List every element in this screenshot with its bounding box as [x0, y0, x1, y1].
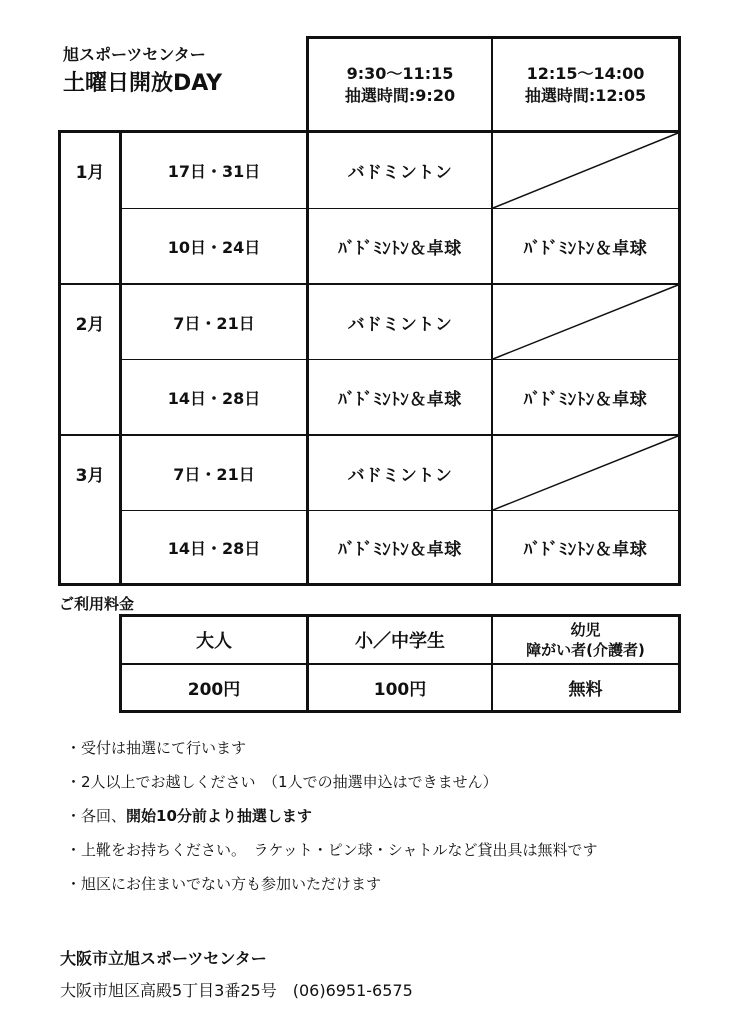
fee-header-child-line1: 幼児	[570, 621, 601, 639]
month-label-mar: 3月	[75, 466, 105, 486]
footer-address: 大阪市旭区高殿5丁目3番25号 (06)6951-6575	[60, 981, 413, 1000]
fee-header-child-line2: 障がい者(介護者)	[526, 641, 645, 659]
slot1-activity: バドミントン	[347, 465, 453, 486]
event-title: 土曜日開放DAY	[63, 71, 223, 96]
dates-cell: 14日・28日	[167, 388, 261, 408]
dates-cell: 7日・21日	[173, 313, 255, 333]
empty-slot-jan	[493, 133, 678, 208]
slot-header-1	[309, 39, 491, 130]
slot2-activity: ﾊﾞﾄﾞﾐﾝﾄﾝ＆卓球	[523, 389, 648, 410]
empty-slot-feb	[493, 285, 678, 359]
slot-header-2	[493, 39, 678, 130]
slot1-activity: ﾊﾞﾄﾞﾐﾝﾄﾝ＆卓球	[338, 389, 462, 410]
slot-2-time: 12:15～14:00	[526, 63, 645, 83]
slot1-activity: ﾊﾞﾄﾞﾐﾝﾄﾝ＆卓球	[338, 238, 462, 259]
empty-slot-mar	[493, 436, 678, 510]
slot2-activity: ﾊﾞﾄﾞﾐﾝﾄﾝ＆卓球	[523, 238, 648, 259]
fee-header-adult: 大人	[196, 631, 232, 652]
footer-organization: 大阪市立旭スポーツセンター	[60, 949, 267, 968]
slot-2-draw-time: 抽選時間:12:05	[524, 85, 647, 105]
note-item: ・旭区にお住まいでない方も参加いただけます	[66, 875, 382, 893]
slot-1-draw-time: 抽選時間:9:20	[344, 85, 456, 105]
dates-cell: 10日・24日	[167, 237, 261, 257]
note-item: ・上靴をお持ちください。 ラケット・ピン球・シャトルなど貸出具は無料です	[66, 841, 598, 859]
facility-name: 旭スポーツセンター	[63, 45, 206, 64]
fee-student: 100円	[373, 680, 427, 700]
dates-cell: 14日・28日	[167, 538, 261, 558]
slot-1-time: 9:30～11:15	[346, 63, 454, 83]
dates-cell: 7日・21日	[173, 464, 255, 484]
note-item: ・受付は抽選にて行います	[66, 739, 247, 757]
note-emphasis: 開始10分前より抽選します	[126, 807, 312, 825]
fee-child: 無料	[568, 680, 603, 700]
slot1-activity: バドミントン	[347, 163, 453, 183]
month-label-feb: 2月	[75, 315, 105, 335]
notes-list	[66, 736, 597, 906]
dates-cell: 17日・31日	[167, 162, 261, 181]
note-item	[66, 804, 597, 838]
fee-header-student: 小／中学生	[355, 631, 445, 652]
slot1-activity: バドミントン	[347, 314, 453, 335]
slot2-activity: ﾊﾞﾄﾞﾐﾝﾄﾝ＆卓球	[523, 539, 648, 560]
note-item: ・2人以上でお越しください （1人での抽選申込はできません）	[66, 773, 498, 791]
note-prefix: ・各回、	[66, 807, 127, 825]
fee-header-child	[493, 617, 678, 663]
month-label-jan: 1月	[75, 163, 105, 183]
fee-adult: 200円	[187, 680, 241, 700]
slot1-activity: ﾊﾞﾄﾞﾐﾝﾄﾝ＆卓球	[338, 539, 462, 560]
fee-label: ご利用料金	[59, 595, 135, 613]
